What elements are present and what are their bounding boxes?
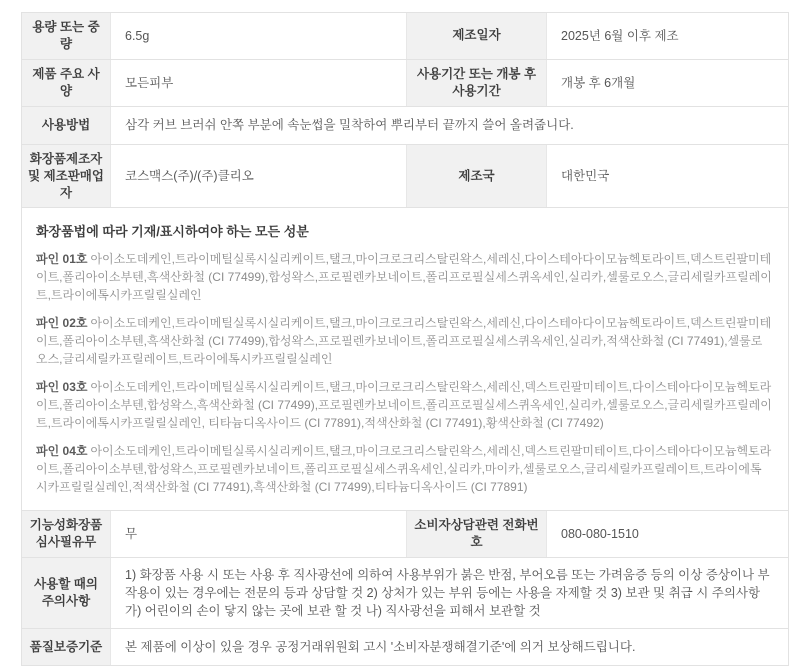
row-caution [22,558,788,629]
usage-label: 사용방법 [22,107,111,144]
consumer-phone-label: 소비자상담관련 전화번호 [406,511,547,557]
warranty-label: 품질보증기준 [22,629,111,665]
ingredient-item-02 [36,314,772,368]
ingredient-list-text: 아이소도데케인,트라이메틸실록시실리케이트,탤크,마이크로크리스탈린왁스,세레신,다이스테아다이모늄헥토라이트,덱스트린팔미테이트,폴리아이소부텐,흑색산화철 (CI 77499),합성왁스,프로필렌카보네이트,폴리프로필실세스퀴옥세인,실리카,셀룰로오스,글리세릴카프릴레이트,트라이에톡시카프릴릴실레인 [36,252,772,303]
manufacturer-value: 코스맥스(주)/(주)클리오 [125,169,254,183]
ingredient-list-text: 아이소도데케인,트라이메틸실록시실리케이트,탤크,마이크로크리스탈린왁스,세레신,덱스트린팔미테이트,다이스테아다이모늄헥토라이트,폴리아이소부텐,합성왁스,프로필렌카보네이트,폴리프로필실세스퀴옥세인,실리카,마이카,셀룰로오스,글리세릴카프릴레이트,트라이에톡시카프릴릴실레인,적색산화철 (CI 77491),흑색산화철 (CI 77499),티타늄디옥사이드 (CI 77891) [36,444,772,495]
ingredients-title: 화장품법에 따라 기재/표시하여야 하는 모든 성분 [36,224,309,240]
manufacturer-label: 화장품제조자 및 제조판매업자 [22,145,111,208]
use-period-value: 개봉 후 6개월 [561,75,636,90]
mfg-date-value: 2025년 6월 이후 제조 [561,28,679,43]
row-capacity-mfgdate [22,13,788,60]
ingredient-item-03 [36,378,772,432]
row-manufacturer-country [22,145,788,209]
functional-review-value: 무 [125,527,138,542]
ingredients-section [22,208,788,511]
ingredient-shade-name: 파인 01호 [36,252,88,267]
mfg-date-label: 제조일자 [406,13,547,59]
capacity-value: 6.5g [125,28,150,43]
product-info-table [21,12,789,666]
spec-value: 모든피부 [125,75,174,90]
caution-value: 1) 화장품 사용 시 또는 사용 후 직사광선에 의하여 사용부위가 붉은 반점, 부어오름 또는 가려움증 등의 이상 증상이나 부작용이 있는 경우에는 전문의 등과 상담할 것 2) 상처가 있는 부위 등에는 사용을 자제할 것 3) 보관 및 취급 시 주의사항 가) 어린이의 손이 닿지 않는 곳에 보관 할 것 나) 직사광선을 피해서 보관할 것 [125,567,770,619]
row-functional-phone [22,511,788,558]
row-warranty [22,629,788,665]
consumer-phone-value: 080-080-1510 [561,527,639,542]
ingredient-list-text: 아이소도데케인,트라이메틸실록시실리케이트,탤크,마이크로크리스탈린왁스,세레신,덱스트린팔미테이트,다이스테아다이모늄헥토라이트,폴리아이소부텐,합성왁스,흑색산화철 (CI 77499),프로필렌카보네이트,폴리프로필실세스퀴옥세인,실리카,셀룰로오스,글리세릴카프릴레이트,트라이에톡시카프릴릴실레인, 티타늄디옥사이드 (CI 77891),적색산화철 (CI 77491),황색산화철 (CI 77492) [36,380,772,431]
row-usage [22,107,788,145]
warranty-value: 본 제품에 이상이 있을 경우 공정거래위원회 고시 '소비자분쟁해결기준'에 의거 보상해드립니다. [125,640,636,655]
ingredient-item-04 [36,442,772,496]
country-value: 대한민국 [561,169,610,183]
ingredient-item-01 [36,250,772,304]
functional-review-label: 기능성화장품 심사필유무 [22,511,111,557]
caution-label: 사용할 때의 주의사항 [22,558,111,628]
spec-label: 제품 주요 사양 [22,60,111,106]
row-spec-period [22,60,788,107]
usage-value: 삼각 커브 브러쉬 안쪽 부분에 속눈썹을 밀착하여 뿌리부터 끝까지 쓸어 올려줍니다. [125,118,574,133]
country-label: 제조국 [406,145,547,208]
ingredient-list-text: 아이소도데케인,트라이메틸실록시실리케이트,탤크,마이크로크리스탈린왁스,세레신,다이스테아다이모늄헥토라이트,덱스트린팔미테이트,폴리아이소부텐,흑색산화철 (CI 77499),합성왁스,프로필렌카보네이트,폴리프로필실세스퀴옥세인,실리카,적색산화철 (CI 77491),셀룰로오스,글리세릴카프릴레이트,트라이에톡시카프릴릴실레인 [36,316,772,367]
capacity-label: 용량 또는 중량 [22,13,111,59]
ingredient-shade-name: 파인 03호 [36,380,88,395]
ingredient-shade-name: 파인 02호 [36,316,88,331]
use-period-label: 사용기간 또는 개봉 후 사용기간 [406,60,547,106]
ingredient-shade-name: 파인 04호 [36,444,88,459]
